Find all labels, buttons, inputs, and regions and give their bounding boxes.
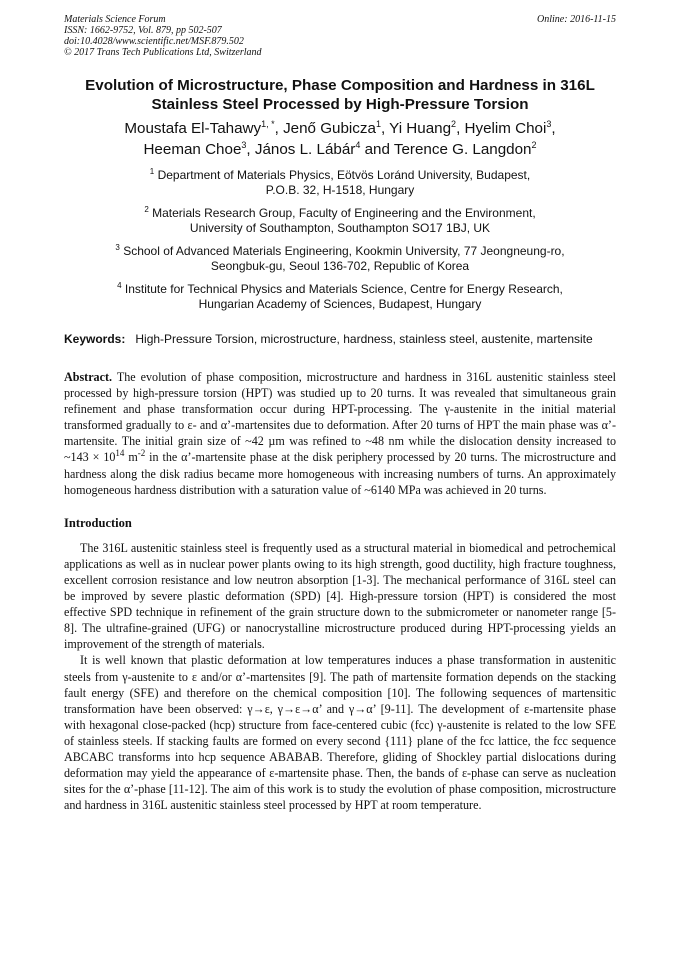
journal-info (64, 14, 262, 58)
author-affiliation-mark: 2 (451, 118, 457, 129)
copyright-line: © 2017 Trans Tech Publications Ltd, Switzerland (64, 47, 262, 58)
abstract-text: in the α’-martensite phase at the disk periphery processed by 20 turns. The microstructure and hardness along the disk radius became more homogeneous with increasing numbers of turns. An approximately homogeneous hardness distribution with a saturation value of ~6140 MPa was achieved in 20 turns. (64, 450, 616, 497)
abstract-exponent: 14 (115, 448, 125, 459)
journal-name: Materials Science Forum (64, 14, 166, 25)
affiliation-2 (64, 206, 616, 236)
author-name: Heeman Choe (143, 141, 242, 158)
intro-paragraph-2: It is well known that plastic deformation at low temperatures induces a phase transformation in austenitic steels from γ-austenite to ε and/or α’-martensites [9]. The path of martensite formation depends on the stacking fault energy (SFE) and therefore on the chemical composition [10]. The following sequences of martensitic transformation have been observed: γ→ε, γ→ε→α’ and γ→α’ [9-11]. The development of ε-martensite phase with hexagonal close-packed (hcp) structure from face-centered cubic (fcc) γ-austenite is related to the low SFE of stainless steels. If stacking faults are formed on every second {111} plane of the fcc lattice, the fcc sequence ABCABC transforms into hcp sequence ABABAB. Therefore, gliding of Shockley partial dislocations during deformation may yield the appearance of ε-martensite phase. Then, the bands of ε-phase can serve as nucleation sites for the α’-phase [11-12]. The aim of this work is to study the evolution of phase composition, microstructure and hardness in 316L austenitic stainless steel processed by HPT at room temperature. (64, 653, 616, 813)
affiliation-number: 4 (117, 281, 122, 290)
author-name: János L. Lábár (254, 141, 356, 158)
author-affiliation-mark: 1, * (261, 118, 275, 129)
abstract-text: m (124, 450, 138, 465)
affiliation-line: Seongbuk-gu, Seoul 136-702, Republic of Korea (210, 259, 470, 273)
abstract-exponent: -2 (137, 448, 146, 459)
abstract (64, 369, 616, 498)
author-name: Moustafa El-Tahawy (124, 120, 262, 137)
author-name: Yi Huang (389, 120, 452, 137)
author-separator: , (274, 120, 284, 137)
introduction-heading: Introduction (64, 515, 132, 530)
keywords (64, 332, 616, 347)
affiliation-line: University of Southampton, Southampton SO17 1BJ, UK (189, 221, 491, 235)
author-separator: and (360, 141, 394, 158)
author-affiliation-mark: 1 (375, 118, 381, 129)
abstract-label: Abstract. (64, 370, 113, 384)
affiliation-number: 3 (115, 243, 120, 252)
doi-line: doi:10.4028/www.scientific.net/MSF.879.502 (64, 36, 244, 47)
keywords-label: Keywords: (64, 332, 126, 346)
author-affiliation-mark: 4 (355, 139, 361, 150)
title-line-1: Evolution of Microstructure, Phase Composition and Hardness in 316L (85, 77, 595, 94)
author-affiliation-mark: 3 (241, 139, 247, 150)
affiliation-3 (64, 244, 616, 274)
affiliation-line: School of Advanced Materials Engineering, Kookmin University, 77 Jeongneung-ro, (123, 244, 565, 258)
abstract-text: The evolution of phase composition, microstructure and hardness in 316L austenitic stainless steel processed by high-pressure torsion (HPT) was studied up to 20 turns. It was revealed that simultaneous grain refinement and phase transformation occur during HPT-processing. The γ-austenite in the initial material transformed gradually to ε- and α’-martensites due to deformation. After 20 turns of HPT the main phase was α’-martensite. The initial grain size of ~42 µm was refined to ~48 nm while the dislocation density increased to ~143 × 10 (64, 370, 616, 465)
author-separator: , (380, 120, 390, 137)
author-line-2 (64, 139, 616, 160)
author-list (64, 118, 616, 160)
title-line-2: Stainless Steel Processed by High-Pressure Torsion (151, 96, 529, 113)
author-affiliation-mark: 2 (531, 139, 537, 150)
author-name: Jenő Gubicza (283, 120, 376, 137)
paper-page (64, 14, 616, 813)
author-line-1 (64, 118, 616, 139)
affiliation-line: Hungarian Academy of Sciences, Budapest, Hungary (198, 297, 482, 311)
journal-header (64, 14, 616, 58)
author-separator: , (246, 141, 255, 158)
intro-paragraph-1: The 316L austenitic stainless steel is frequently used as a structural material in biomedical and petrochemical applications as well as in nuclear power plants owing to its high strength, good ductility, high fracture toughness, excellent corrosion resistance and low neutron absorption [1-3]. The mechanical performance of 316L steel can be improved by severe plastic deformation (SPD) [4]. High-pressure torsion (HPT) is considered the most effective SPD technique in refinement of the grain structure down to the submicrometer or nanometer range [5-8]. The ultrafine-grained (UFG) or nanocrystalline microstructure produced during HPT-processing yields an improvement of the strength of materials. (64, 540, 616, 652)
keywords-text: High-Pressure Torsion, microstructure, hardness, stainless steel, austenite, martensite (135, 332, 593, 346)
affiliation-line: Institute for Technical Physics and Materials Science, Centre for Energy Research, (124, 282, 563, 296)
affiliation-number: 1 (149, 167, 155, 176)
affiliation-line: Materials Research Group, Faculty of Engineering and the Environment, (152, 206, 536, 220)
issn-line: ISSN: 1662-9752, Vol. 879, pp 502-507 (64, 25, 222, 36)
author-separator: , (456, 120, 465, 137)
affiliation-line: P.O.B. 32, H-1518, Hungary (265, 183, 415, 197)
affiliation-4 (64, 282, 616, 312)
affiliation-number: 2 (144, 205, 149, 214)
online-date: Online: 2016-11-15 (537, 14, 616, 25)
paper-title (64, 76, 616, 114)
author-name: Terence G. Langdon (393, 141, 532, 158)
author-affiliation-mark: 3 (546, 118, 552, 129)
author-name: Hyelim Choi (464, 120, 547, 137)
affiliation-1 (64, 168, 616, 198)
affiliation-line: Department of Materials Physics, Eötvös Loránd University, Budapest, (157, 168, 531, 182)
author-separator: , (551, 120, 556, 137)
